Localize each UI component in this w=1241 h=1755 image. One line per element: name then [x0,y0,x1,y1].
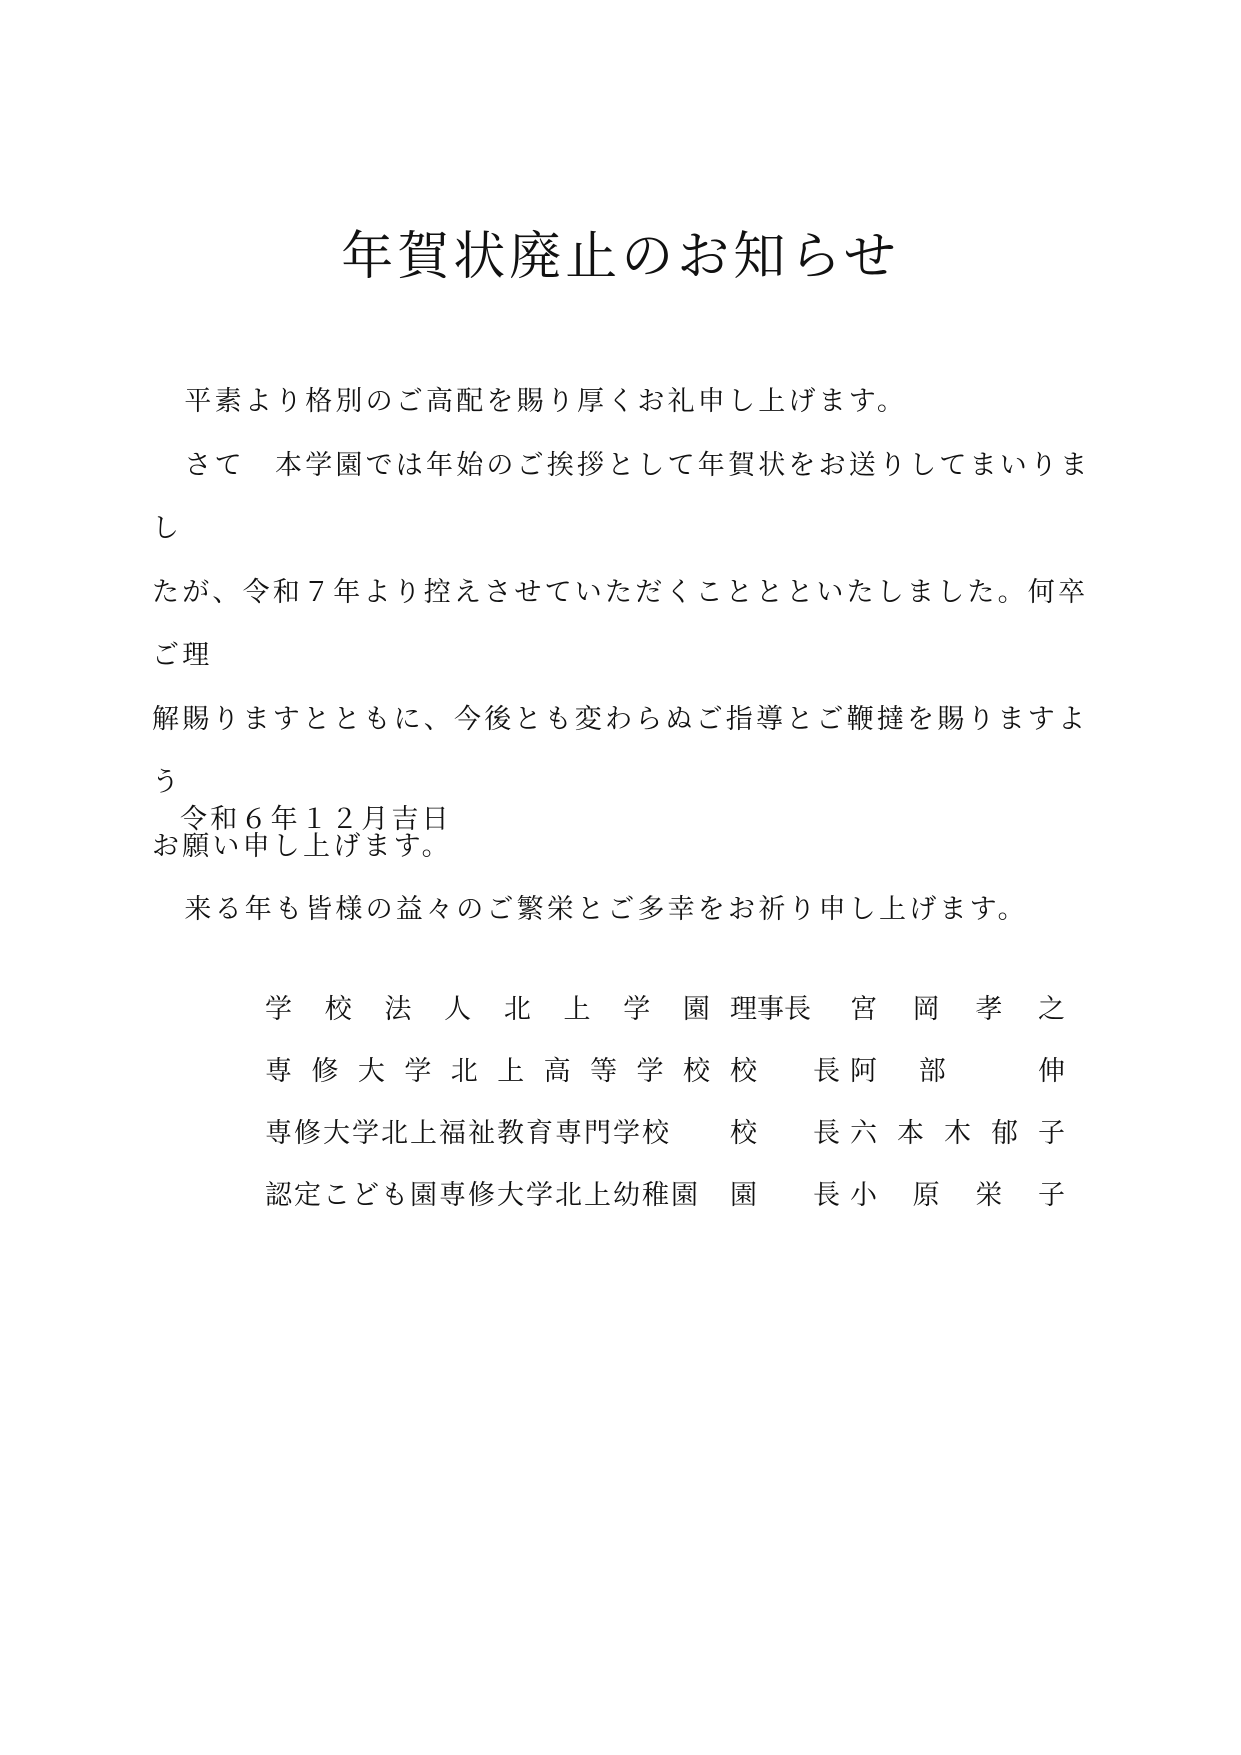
signer-organization: 専 修 大 学 北 上 高 等 学 校 [265,1056,710,1087]
issue-date: 令和６年１２月吉日 [180,804,452,835]
signer-role: 校 長 [730,1118,840,1149]
signer-row [265,1114,1065,1176]
closing-paragraph: 来る年も皆様の益々のご繁栄とご多幸をお祈り申し上げます。 [184,894,1028,925]
signers-block [265,990,1065,1238]
signer-organization: 認定こども園専修大学北上幼稚園 [265,1180,700,1211]
main-paragraph-line-2: たが、令和７年より控えさせていただくこととといたしました。何卒ご理 [152,576,1089,671]
main-paragraph-line-4: お願い申し上げます。 [152,830,452,862]
signer-organization: 学 校 法 人 北 上 学 園 [265,994,710,1025]
signer-row [265,1052,1065,1114]
signer-organization: 専修大学北上福祉教育専門学校 [265,1118,671,1149]
signer-row [265,990,1065,1052]
signer-role: 園 長 [730,1180,840,1211]
signer-row [265,1176,1065,1238]
signer-name: 阿 部 伸 [850,1056,1065,1087]
body-text [152,370,1092,942]
main-paragraph-line-3: 解賜りますとともに、今後とも変わらぬご指導とご鞭撻を賜りますよう [152,703,1089,798]
signer-name: 小 原 栄 子 [850,1180,1065,1211]
document-title: 年賀状廃止のお知らせ [341,227,900,287]
main-paragraph-line-1: さて 本学園では年始のご挨拶として年賀状をお送りしてまいりまし [152,449,1091,544]
signer-name: 宮 岡 孝 之 [850,994,1065,1025]
signer-role: 校 長 [730,1056,840,1087]
signer-name: 六 本 木 郁 子 [850,1118,1065,1149]
signer-role: 理事長 [730,994,811,1025]
greeting-paragraph: 平素より格別のご高配を賜り厚くお礼申し上げます。 [184,386,908,417]
